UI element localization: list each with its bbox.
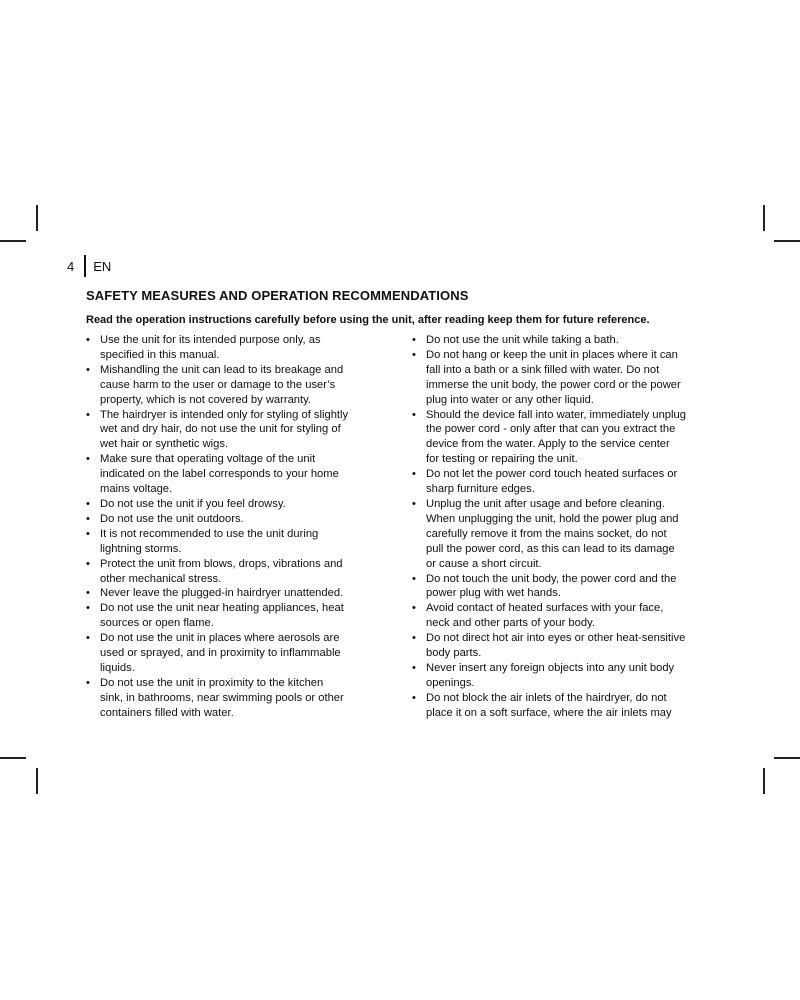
bullet-icon: • [86,497,90,510]
list-item-line: used or sprayed, and in proximity to inflammable [100,647,341,660]
list-item-line: property, which is not covered by warranty. [100,393,311,406]
crop-mark-bottom-right-horizontal [774,757,800,759]
bullet-icon: • [86,676,90,689]
list-item-line: immerse the unit body, the power cord or the power [426,378,681,391]
list-item-line: liquids. [100,661,135,674]
list-item-line: Do not block the air inlets of the hairdryer, do not [426,691,667,704]
list-item-line: Do not let the power cord touch heated surfaces or [426,468,678,481]
list-item-line: sources or open flame. [100,617,214,630]
list-item-line: Do not use the unit in places where aerosols are [100,632,340,645]
list-item [412,497,717,572]
list-item [412,333,717,348]
list-item-line: It is not recommended to use the unit during [100,527,319,540]
list-item [412,572,717,602]
crop-mark-top-left-vertical [36,205,38,231]
list-item-line: specified in this manual. [100,348,220,361]
list-item-line: Do not touch the unit body, the power cord and the [426,572,677,585]
list-item-line: mains voltage. [100,483,173,496]
list-item-line: Never leave the plugged-in hairdryer unattended. [100,587,344,600]
list-item-line: pull the power cord, as this can lead to its damage [426,542,675,555]
bullet-icon: • [86,602,90,615]
list-item-line: or cause a short circuit. [426,557,542,570]
list-item [412,661,717,691]
list-item [412,348,717,408]
list-item-line: Make sure that operating voltage of the unit [100,453,316,466]
bullet-icon: • [86,363,90,376]
bullet-icon: • [412,408,416,421]
list-item-line: fall into a bath or a sink filled with water. Do not [426,363,660,376]
crop-mark-bottom-left-vertical [36,768,38,794]
list-item-line: Never insert any foreign objects into any unit body [426,661,675,674]
list-item [86,408,386,453]
list-item-line: containers filled with water. [100,706,234,719]
list-item-line: Do not use the unit in proximity to the kitchen [100,676,324,689]
list-item-line: wet hair or synthetic wigs. [100,438,229,451]
bullet-icon: • [412,691,416,704]
crop-mark-top-right-horizontal [774,240,800,242]
list-item [412,631,717,661]
list-item [86,363,386,408]
list-item-line: Avoid contact of heated surfaces with your face, [426,602,664,615]
list-item-line: the power cord - only after that can you extract the [426,423,676,436]
list-item-line: lightning storms. [100,542,182,555]
page-number: 4 [67,258,75,274]
list-item-line: Mishandling the unit can lead to its breakage and [100,363,344,376]
bullet-icon: • [412,468,416,481]
list-item [412,601,717,631]
list-item-line: Use the unit for its intended purpose only, as [100,334,321,346]
list-item-line: Do not use the unit while taking a bath. [426,334,619,346]
list-item-line: wet and dry hair, do not use the unit for styling of [100,423,341,436]
list-item [86,333,386,363]
list-item-line: sink, in bathrooms, near swimming pools or other [100,691,344,704]
list-item-line: Do not use the unit near heating appliances, heat [100,602,344,615]
list-item-line: place it on a soft surface, where the air inlets may [426,706,672,719]
list-item [412,691,717,721]
list-item [412,467,717,497]
bullet-icon: • [86,512,90,525]
page-header [67,255,111,277]
list-item-line: Protect the unit from blows, drops, vibrations and [100,557,343,570]
bullet-icon: • [412,602,416,615]
bullet-icon: • [86,587,90,600]
bullet-icon: • [412,661,416,674]
bullet-icon: • [86,453,90,466]
bullet-icon: • [412,632,416,645]
list-item-line: Unplug the unit after usage and before cleaning. [426,497,665,510]
list-item-line: device from the water. Apply to the service center [426,438,670,451]
left-column-list [86,333,386,721]
list-item-line: openings. [426,676,475,689]
intro-text: Read the operation instructions carefully before using the unit, after reading keep them for future reference. [86,314,650,326]
crop-mark-bottom-left-horizontal [0,757,26,759]
list-item-line: sharp furniture edges. [426,483,535,496]
list-item-line: Do not direct hot air into eyes or other heat-sensitive [426,632,686,645]
list-item-line: body parts. [426,647,482,660]
list-item-line: plug into water or any other liquid. [426,393,594,406]
bullet-icon: • [412,334,416,346]
bullet-icon: • [86,527,90,540]
list-item-line: neck and other parts of your body. [426,617,595,630]
list-item-line: Do not hang or keep the unit in places where it can [426,348,678,361]
list-item-line: carefully remove it from the mains socket, do not [426,527,667,540]
bullet-icon: • [412,497,416,510]
header-divider [84,255,86,277]
list-item-line: power plug with wet hands. [426,587,561,600]
list-item [412,408,717,468]
crop-mark-top-left-horizontal [0,240,26,242]
list-item-line: for testing or repairing the unit. [426,453,578,466]
list-item [86,601,386,631]
list-item [86,452,386,497]
section-title: SAFETY MEASURES AND OPERATION RECOMMENDATIONS [86,288,469,303]
list-item [86,557,386,587]
bullet-icon: • [86,557,90,570]
list-item [86,676,386,721]
list-item-line: Do not use the unit if you feel drowsy. [100,497,286,510]
list-item [86,527,386,557]
language-code: EN [93,258,112,274]
crop-mark-top-right-vertical [763,205,765,231]
crop-mark-bottom-right-vertical [763,768,765,794]
bullet-icon: • [86,408,90,421]
bullet-icon: • [412,572,416,585]
list-item-line: Should the device fall into water, immediately unplug [426,408,686,421]
list-item-line: indicated on the label corresponds to your home [100,468,339,481]
list-item-line: other mechanical stress. [100,572,222,585]
list-item [86,631,386,676]
list-item [86,586,386,601]
bullet-icon: • [86,334,90,346]
list-item [86,512,386,527]
right-column-list [412,333,717,721]
list-item [86,497,386,512]
list-item-line: Do not use the unit outdoors. [100,512,244,525]
bullet-icon: • [412,348,416,361]
bullet-icon: • [86,632,90,645]
list-item-line: The hairdryer is intended only for styling of slightly [100,408,349,421]
list-item-line: When unplugging the unit, hold the power plug and [426,512,679,525]
list-item-line: cause harm to the user or damage to the user’s [100,378,336,391]
